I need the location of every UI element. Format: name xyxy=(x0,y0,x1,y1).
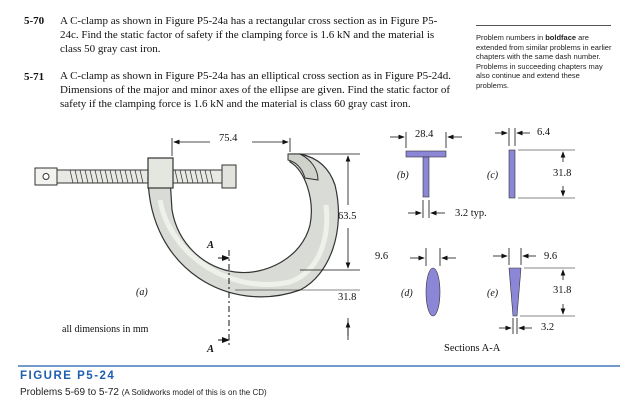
trapezoid-section xyxy=(509,268,521,316)
problem-5-70-line-2: 24c. Find the static factor of safety if the clamping force is 1.6 kN and the material is xyxy=(60,29,435,41)
dim-rect-height: 31.8 xyxy=(553,168,572,179)
dim-t-width: 28.4 xyxy=(415,129,434,140)
dim-trap-height: 31.8 xyxy=(553,285,572,296)
dim-t-thick: 3.2 typ. xyxy=(455,208,487,219)
label-a: (a) xyxy=(136,287,148,298)
t-flange xyxy=(406,151,446,157)
caption-problems: Problems 5-69 to 5-72 xyxy=(20,387,119,398)
section-c-drawing xyxy=(495,128,575,198)
label-d: (d) xyxy=(401,288,413,299)
problem-5-70-number: 5-70 xyxy=(24,15,45,27)
dim-clamp-depth: 31.8 xyxy=(338,292,357,303)
dim-trap-tip: 3.2 xyxy=(541,322,555,333)
sidenote-prefix: Problem numbers in xyxy=(476,33,546,42)
t-web xyxy=(423,157,429,197)
ellipse-section xyxy=(426,268,440,316)
label-b: (b) xyxy=(397,170,409,181)
section-mark-bottom: A xyxy=(207,344,215,355)
frame-boss xyxy=(148,158,173,188)
dim-ellipse-width: 9.6 xyxy=(375,251,389,262)
problem-5-71-line-3: safety if the clamping force is 1.6 kN and the material is class 60 gray cast iron. xyxy=(60,98,411,110)
sidenote-suffix: are extended from similar problems in earlier chapters with the same dash number. Problems in succeeding chapters may also continue and extend these problems. xyxy=(476,33,612,90)
dim-clamp-vertical xyxy=(235,154,360,340)
sections-title: Sections A-A xyxy=(444,343,501,354)
dim-clamp-height: 63.5 xyxy=(338,211,357,222)
problem-5-70-line-1: A C-clamp as shown in Figure P5-24a has a rectangular cross section as in Figure P5- xyxy=(60,15,438,27)
rect-section xyxy=(509,150,515,198)
dim-trap-width: 9.6 xyxy=(544,251,558,262)
caption-title: FIGURE P5-24 xyxy=(20,370,116,382)
problem-5-71-line-1: A C-clamp as shown in Figure P5-24a has an elliptical cross section as in Figure P5-24d. xyxy=(60,70,452,82)
problem-5-71-number: 5-71 xyxy=(24,71,45,83)
caption-body xyxy=(20,387,267,398)
problem-5-70-line-3: class 50 gray cast iron. xyxy=(60,43,161,55)
dim-rect-width: 6.4 xyxy=(537,127,551,138)
label-c: (c) xyxy=(487,170,499,181)
section-d-drawing xyxy=(410,248,456,316)
label-e: (e) xyxy=(487,288,499,299)
units-note: all dimensions in mm xyxy=(62,324,149,335)
problem-5-71-line-2: Dimensions of the major and minor axes of the ellipse are given. Find the static factor of xyxy=(60,84,451,96)
caption-note: (A Solidworks model of this is on the CD) xyxy=(121,388,267,397)
c-clamp-drawing xyxy=(35,154,338,345)
dim-clamp-width: 75.4 xyxy=(219,133,238,144)
sidenote-bold: boldface xyxy=(545,33,577,42)
section-mark-top: A xyxy=(207,240,215,251)
screw-tip xyxy=(222,165,236,188)
handle-hole xyxy=(43,174,49,180)
